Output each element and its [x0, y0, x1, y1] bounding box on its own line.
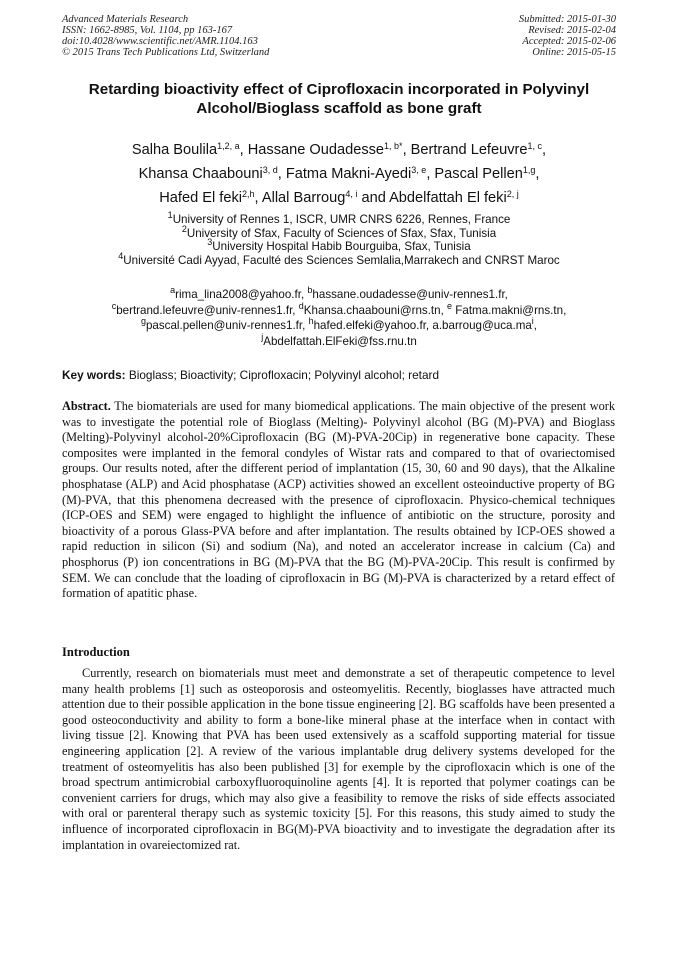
journal-header [62, 14, 269, 58]
email-d: Khansa.chaabouni@rns.tn [303, 303, 441, 317]
author-sup: 1, c [527, 141, 543, 152]
affiliation: $^4$Université Cadi Ayyad, Faculté des Sciences Semlalia,Marrakech and CNRST Maroc [118, 250, 560, 267]
author-name: Salha Boulila [131, 142, 218, 158]
affiliation: $^2$University of Sfax, Faculty of Sciences of Sfax, Sfax, Tunisia [181, 223, 497, 240]
email-list [40, 287, 638, 349]
submitted-date: Submitted: 2015-01-30 [518, 14, 616, 25]
abstract [62, 399, 615, 602]
accepted-date: Accepted: 2015-02-06 [522, 36, 616, 47]
email-b: hassane.oudadesse@univ-rennes1.fr [312, 288, 505, 301]
author-sup: 1, b* [384, 141, 403, 152]
author-sup: 2,h [242, 189, 255, 200]
email-j: Abdelfattah.ElFeki@fss.rnu.tn [263, 334, 417, 348]
email-c: bertrand.lefeuvre@univ-rennes1.fr [116, 303, 293, 317]
affiliation: $^1$University of Rennes 1, ISCR, UMR CNRS 6226, Rennes, France [167, 210, 511, 226]
doi: doi:10.4028/www.scientific.net/AMR.1104.163 [62, 36, 258, 47]
author-name: Pascal Pellen [434, 166, 523, 182]
email-line-1: $^a$rima_lina2008@yahoo.fr, $^b$hassane.oudadesse@univ-rennes1.fr, [170, 285, 508, 301]
abstract-text: The biomaterials are used for many biomedical applications. The main objective of the present work was to investigate the potential role of Bioglass (Melting)- Polyvinyl alcohol (BG (M)-PVA) and Bioglass (Melting)-Polyvinyl alcohol-20%Ciprofloxacin (BG (M)-PVA-20Cip) in regenerative bone capacity. These composites were implanted in the femoral condyles of Wistar rats and compared to that of ovariectomised groups. Our results noted, after the different period of implantation (15, 30, 60 and 90 days), that the Alkaline phosphatase (ALP) and Acid phosphatase (ACP) activities showed an excellent osteoinductive property of BG (M)-PVA, that this phenomena decreased with the presence of ciprofloxacin. Physico-chemical techniques (ICP-OES and SEM) were engaged to highlight the influence of antibiotic on the structure, porosity and bioactivity of a porous Glass-PVA before and after implantation. The results obtained by ICP-OES showed a rapid reduction in silicon (Si) and sodium (Na), and noted an accelerator increase in calcium (Ca) and phosphorus (P) ion concentrations in BG (M)-PVA that the BG (M)-PVA-20Cip. This result is confirmed by SEM. We can conclude that the loading of ciprofloxacin in BG (M)-PVA is characterized by a retard effect of formation of apatitic phase. [62, 399, 615, 601]
title-line-1: Retarding bioactivity effect of Ciprofloxacin incorporated in Polyvinyl [88, 81, 590, 98]
author-list [40, 138, 638, 210]
author-name: Bertrand Lefeuvre [410, 142, 528, 158]
abstract-label: Abstract. [62, 399, 111, 413]
affiliations [40, 210, 638, 267]
author-name: Khansa Chaabouni [138, 166, 263, 182]
author-sup: 1,g [522, 165, 536, 176]
introduction-heading: Introduction [62, 645, 130, 659]
copyright: © 2015 Trans Tech Publications Ltd, Switzerland [62, 47, 270, 58]
keywords-label: Key words: [62, 368, 126, 382]
revised-date: Revised: 2015-02-04 [528, 25, 616, 36]
author-name: Abdelfattah El feki [389, 190, 507, 206]
author-line-3: Hafed El feki$^{2,h}$, Allal Barroug$^{4, i}$ and Abdelfattah El feki$^{2, j}$ [159, 189, 519, 206]
author-sup: 1,2, a [217, 141, 240, 152]
author-sup: 3, d [262, 165, 278, 176]
author-line-1: Salha Boulila$^{1,2, a}$, Hassane Oudadesse$^{1, b*}$, Bertrand Lefeuvre$^{1, c}$, [131, 141, 547, 158]
email-h2: a.barroug@uca.ma [432, 319, 532, 333]
email-line-4: $^j$Abdelfattah.ElFeki@fss.rnu.tn [261, 331, 417, 348]
author-line-2: Khansa Chaabouni$^{3, d}$, Fatma Makni-Ayedi$^{3, e}$, Pascal Pellen$^{1,g}$, [138, 165, 540, 182]
dates-header [519, 14, 616, 58]
author-sup: 4, i [345, 189, 358, 200]
introduction-text: Currently, research on biomaterials must meet and demonstrate a set of therapeutic competence to level many health problems [1] such as osteoporosis and osteomyelitis. Recently, bioglasses have attracted much attention due to their possible application in the bone tissue engineering [2]. BG scaffolds have been presented a good osteoconductivity and ability to form a bone-like mineral phase at the interface when in contact with living tissue [2]. Knowing that PVA has been used extensively as a scaffold supporting material for tissue engineering application [2]. A review of the various implantable drug delivery systems developed for the treatment of osteomyelitis has also been published [3] for exemple by the ciprofloxacin which is one of the broad spectrum antimicrobial carboxyfluoroquinoline agents [4]. It is reported that polymer coatings can be convenient carriers for drugs, which may also give a feasibility to remove the risks of side effects associated with oral or parenteral therapy such as systemic toxicity [5]. For this reasons, this study aimed to study the influence of incorporated ciprofloxacin in BG(M)-PVA bioactivity and to investigate the degradation after its implantation in ovareiectomized rat. [62, 666, 615, 852]
author-sup: 2, j [506, 189, 519, 200]
author-sup: 3, e [411, 165, 427, 176]
issn-volume: ISSN: 1662-8985, Vol. 1104, pp 163-167 [62, 25, 233, 36]
author-name: Hassane Oudadesse [247, 142, 385, 158]
paper-title [60, 80, 618, 118]
email-line-2: $^c$bertrand.lefeuvre@univ-rennes1.fr, $^d$Khansa.chaabouni@rns.tn, $^e$ Fatma.makni@rns.tn, [111, 300, 567, 317]
author-name: Hafed El feki [159, 190, 243, 206]
email-h: hafed.elfeki@yahoo.fr [313, 319, 426, 333]
email-g: pascal.pellen@univ-rennes1.fr [145, 319, 303, 333]
author-name: Fatma Makni-Ayedi [285, 166, 412, 182]
journal-name: Advanced Materials Research [62, 14, 189, 25]
title-line-2: Alcohol/Bioglass scaffold as bone graft [196, 100, 482, 117]
online-date: Online: 2015-05-15 [532, 47, 616, 58]
email-a: rima_lina2008@yahoo.fr [175, 288, 301, 301]
keywords [62, 368, 439, 382]
keywords-text: Bioglass; Bioactivity; Ciprofloxacin; Polyvinyl alcohol; retard [125, 368, 440, 382]
email-e: Fatma.makni@rns.tn [455, 303, 564, 317]
author-name: Allal Barroug [261, 190, 346, 206]
email-line-3: $^g$pascal.pellen@univ-rennes1.fr, $^h$hafed.elfeki@yahoo.fr, $a.barroug@uca.ma^i$, [140, 316, 538, 333]
affiliation: $^3$University Hospital Habib Bourguiba, Sfax, Tunisia [207, 237, 471, 254]
